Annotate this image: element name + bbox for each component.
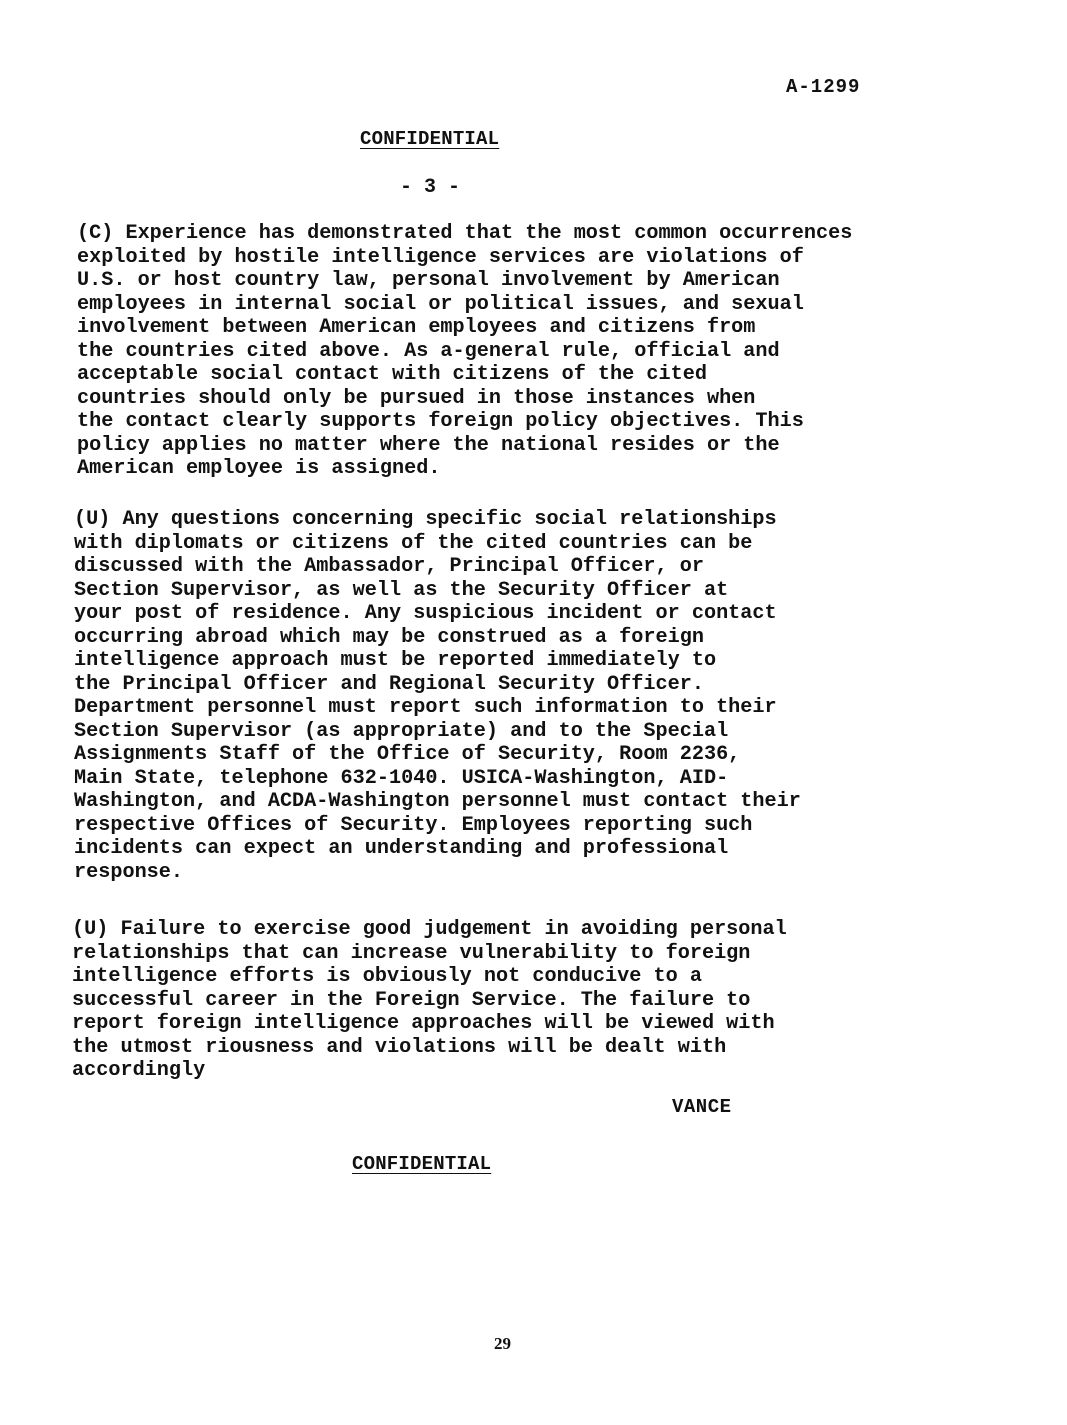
text-line: exploited by hostile intelligence services are violations of: [77, 245, 804, 269]
text-line: respective Offices of Security. Employees reporting such: [74, 813, 753, 837]
text-line: accordingly: [72, 1059, 206, 1082]
text-line: Main State, telephone 632-1040. USICA-Washington, AID-: [74, 766, 729, 790]
text-line: American employee is assigned.: [77, 457, 441, 480]
text-line: the countries cited above. As a-general rule, official and: [77, 339, 780, 363]
text-line: involvement between American employees and citizens from: [77, 316, 756, 339]
text-line: (U) Any questions concerning specific social relationships: [74, 508, 777, 531]
text-line: your post of residence. Any suspicious incident or contact: [74, 602, 777, 625]
text-line: Assignments Staff of the Office of Security, Room 2236,: [74, 743, 741, 766]
text-line: Section Supervisor, as well as the Security Officer at: [74, 578, 729, 602]
document-number: A-1299: [786, 76, 861, 98]
text-line: Section Supervisor (as appropriate) and to the Special: [74, 719, 729, 743]
text-line: incidents can expect an understanding and professional: [74, 837, 729, 860]
text-line: the Principal Officer and Regional Security Officer.: [74, 672, 704, 696]
signature-name: VANCE: [672, 1096, 732, 1118]
text-line: (C) Experience has demonstrated that the most common occurrences: [77, 222, 853, 245]
classification-marking-top: CONFIDENTIAL: [360, 128, 500, 150]
text-line: U.S. or host country law, personal involvement by American: [77, 269, 780, 292]
text-line: policy applies no matter where the national resides or the: [77, 433, 780, 457]
text-line: discussed with the Ambassador, Principal Officer, or: [74, 555, 704, 578]
text-line: employees in internal social or political issues, and sexual: [77, 292, 804, 316]
classification-marking-bottom: CONFIDENTIAL: [352, 1153, 492, 1175]
text-line: Washington, and ACDA-Washington personnel must contact their: [74, 790, 801, 813]
text-line: report foreign intelligence approaches will be viewed with: [72, 1012, 775, 1035]
text-line: occurring abroad which may be construed as a foreign: [74, 625, 704, 649]
text-line: Department personnel must report such information to their: [74, 696, 777, 719]
page-number: 29: [494, 1334, 511, 1353]
text-line: countries should only be pursued in those instances when: [77, 386, 756, 410]
text-line: the utmost riousness and violations will be dealt with: [72, 1035, 727, 1059]
paragraph-experience: [77, 222, 852, 481]
text-line: (U) Failure to exercise good judgement in avoiding personal: [72, 918, 787, 941]
text-line: relationships that can increase vulnerability to foreign: [72, 941, 751, 965]
text-line: with diplomats or citizens of the cited countries can be: [74, 531, 753, 555]
text-line: acceptable social contact with citizens of the cited: [77, 363, 707, 386]
text-line: the contact clearly supports foreign policy objectives. This: [77, 410, 804, 433]
paragraph-failure: [72, 918, 787, 1083]
text-line: response.: [74, 860, 184, 884]
page-marker: - 3 -: [400, 176, 461, 199]
text-line: intelligence efforts is obviously not conducive to a: [72, 965, 702, 988]
text-line: intelligence approach must be reported immediately to: [74, 649, 717, 672]
text-line: successful career in the Foreign Service. The failure to: [72, 988, 751, 1012]
paragraph-questions: [74, 508, 801, 884]
